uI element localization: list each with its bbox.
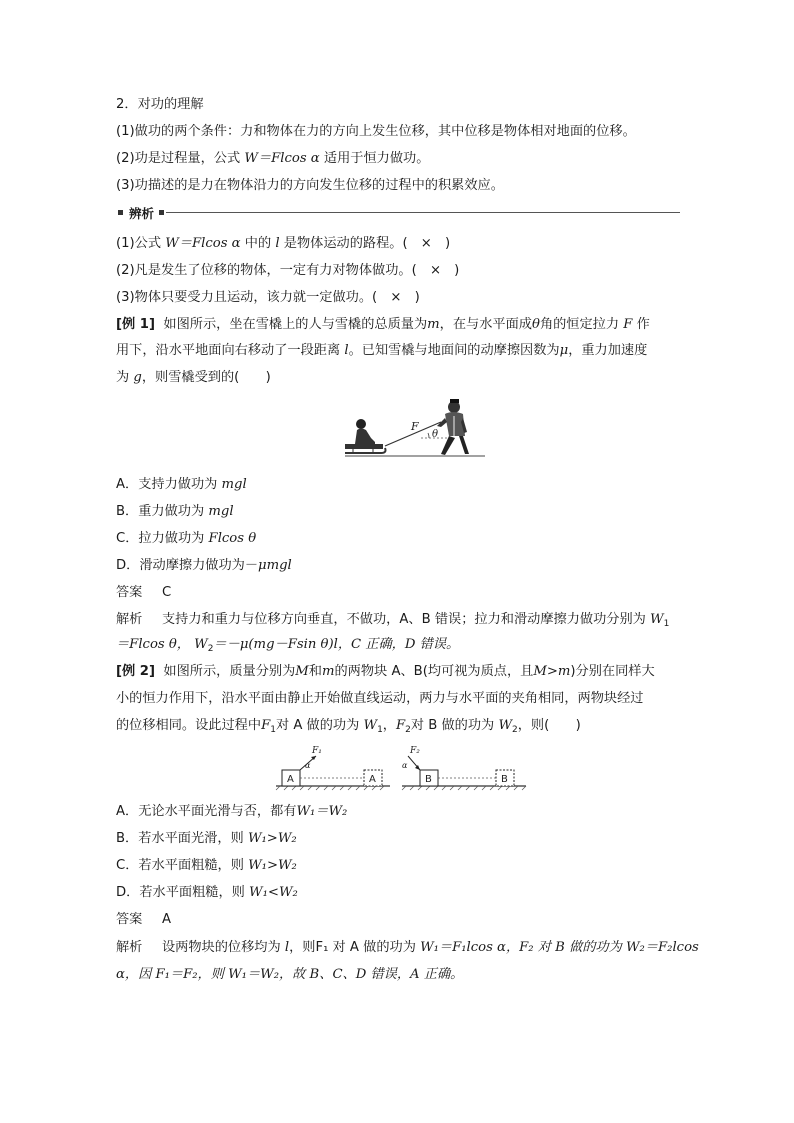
svg-text:B: B	[425, 774, 432, 785]
ex2-analysis-2: α，因 F₁＝F₂，则 W₁＝W₂，故 B、C、D 错误，A 正确。	[116, 967, 464, 982]
sled-figure	[341, 396, 491, 464]
section-item-2: (2)功是过程量，公式 W＝Flcos α 适用于恒力做功。	[116, 151, 430, 166]
svg-text:B: B	[501, 774, 508, 785]
svg-text:α: α	[305, 761, 311, 770]
ex2-option-c: C．若水平面粗糙，则 W₁>W₂	[116, 858, 297, 873]
section-item-3: (3)功描述的是力在物体沿力的方向发生位移的过程中的积累效应。	[116, 178, 504, 193]
section-item-1: (1)做功的两个条件：力和物体在力的方向上发生位移，其中位移是物体相对地面的位移。	[116, 124, 636, 139]
ex1-answer: 答案 C	[116, 585, 172, 600]
ex1-analysis-2: ＝Flcos θ， $W_2=-\mu(mg-Fsin$ θ)l，C 正确，D 错误。	[116, 637, 460, 654]
rider	[356, 419, 366, 429]
bianxi-q2: (2)凡是发生了位移的物体，一定有力对物体做功。( × )	[116, 263, 460, 278]
ex2-line-2: 小的恒力作用下，沿水平面由静止开始做直线运动，两力与水平面的夹角相同，两物块经过	[116, 691, 644, 706]
bianxi-q1: (1)公式 W＝Flcos α 中的 l 是物体运动的路程。( × )	[116, 236, 451, 251]
svg-text:F₂: F₂	[410, 746, 420, 756]
svg-text:θ: θ	[432, 429, 439, 440]
square-icon	[159, 210, 164, 215]
bianxi-label: 辨析	[129, 206, 155, 221]
ex2-line-3: 的位移相同。设此过程中$F_1$对 A 做的功为 $W_1$，$F_2$对 B 做的功为 $W_2$，则( )	[116, 718, 581, 735]
ex2-line-1: [例 2] 如图所示，质量分别为M和m的两物块 A、B(均可视为质点，且M>m)分别在同样大	[116, 664, 655, 679]
square-icon	[118, 210, 123, 215]
sled	[345, 444, 383, 449]
formula: W＝Flcos α	[244, 151, 320, 166]
ex1-option-d: D．滑动摩擦力做功为－μmgl	[116, 558, 292, 573]
ex2-option-d: D．若水平面粗糙，则 W₁<W₂	[116, 885, 298, 900]
ex1-option-a: A．支持力做功为 mgl	[116, 477, 247, 492]
bianxi-q3: (3)物体只要受力且运动，该力就一定做功。( × )	[116, 290, 420, 305]
blocks-figure	[268, 744, 528, 794]
svg-text:F₁: F₁	[312, 746, 322, 756]
svg-text:F: F	[411, 420, 419, 433]
example-tag: [例 2]	[116, 664, 156, 679]
section-title: 2．对功的理解	[116, 97, 204, 112]
ex1-option-b: B．重力做功为 mgl	[116, 504, 234, 519]
ex1-line-3: 为 g，则雪橇受到的( )	[116, 370, 271, 385]
svg-text:A: A	[369, 774, 376, 785]
ex2-answer: 答案 A	[116, 912, 172, 927]
svg-text:A: A	[287, 774, 294, 785]
ex1-line-2: 用下，沿水平地面向右移动了一段距离 l。已知雪橇与地面间的动摩擦因数为μ，重力加速度	[116, 343, 648, 358]
ex2-option-b: B．若水平面光滑，则 W₁>W₂	[116, 831, 297, 846]
ex1-option-c: C．拉力做功为 Flcos θ	[116, 531, 257, 546]
ex2-option-a: A．无论水平面光滑与否，都有W₁＝W₂	[116, 804, 348, 819]
ex2-analysis-1: 解析 设两物块的位移均为 l，则F₁ 对 A 做的功为 W₁＝F₁lcos α，F₂ 对 B 做的功为 W₂＝F₂lcos	[116, 940, 699, 955]
divider	[166, 212, 680, 213]
ex1-line-1: [例 1] 如图所示，坐在雪橇上的人与雪橇的总质量为m，在与水平面成θ角的恒定拉力 F 作	[116, 317, 650, 332]
bianxi-header	[116, 204, 680, 222]
example-tag: [例 1]	[116, 317, 156, 332]
svg-text:α: α	[402, 761, 408, 770]
ex1-analysis-1: 解析 支持力和重力与位移方向垂直，不做功，A、B 错误；拉力和滑动摩擦力做功分别为 $W_1$	[116, 612, 670, 629]
